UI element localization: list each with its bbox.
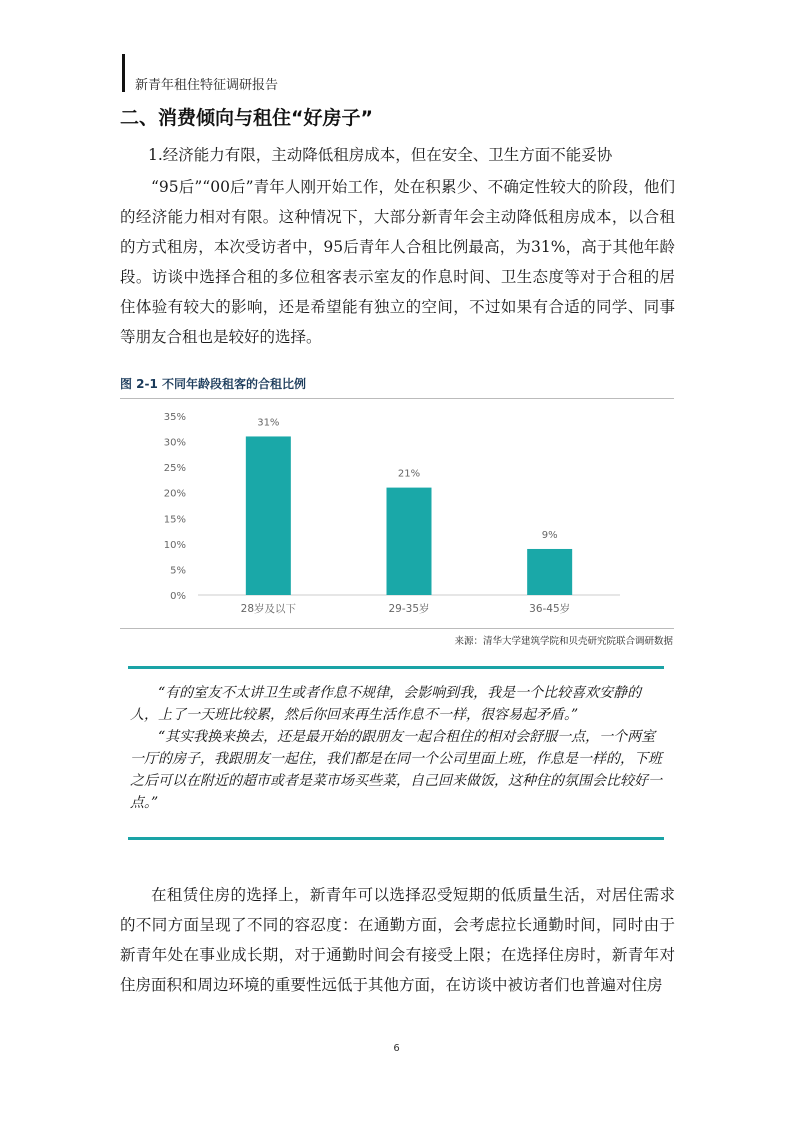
- y-tick-label: 20%: [163, 488, 186, 500]
- report-title: 新青年租住特征调研报告: [135, 78, 279, 93]
- y-tick-label: 25%: [163, 463, 186, 475]
- data-label: 31%: [257, 417, 280, 429]
- x-tick-label: 36-45岁: [529, 603, 571, 615]
- paragraph-2: [120, 880, 675, 1000]
- quote-bottom-rule: [128, 837, 664, 840]
- bar-1: [246, 436, 291, 595]
- y-tick-label: 30%: [163, 437, 186, 449]
- figure-bottom-rule: [120, 628, 674, 629]
- quote-paragraph-1: “有的室友不太讲卫生或者作息不规律，会影响到我，我是一个比较喜欢安静的人，上了一天班比较累，然后你回来再生活作息不一样，很容易起矛盾。”: [130, 685, 642, 723]
- paragraph-2-text: 在租赁住房的选择上，新青年可以选择忍受短期的低质量生活，对居住需求的不同方面呈现了不同的容忍度：在通勤方面，会考虑拉长通勤时间，同时由于新青年处在事业成长期，对于通勤时间会有接受上限；在选择住房时，新青年对住房面积和周边环境的重要性远低于其他方面，在访谈中被访者们也普遍对住房: [120, 886, 675, 994]
- figure-source: 来源：清华大学建筑学院和贝壳研究院联合调研数据: [454, 636, 673, 647]
- section-title: 二、消费倾向与租住“好房子”: [120, 107, 373, 129]
- data-label: 9%: [541, 529, 558, 541]
- subheading: 1.经济能力有限，主动降低租房成本，但在安全、卫生方面不能妥协: [148, 146, 613, 164]
- quote-box: [130, 682, 662, 814]
- y-tick-label: 0%: [170, 591, 186, 602]
- data-label: 21%: [397, 468, 421, 480]
- bar-chart: [120, 400, 674, 628]
- header-bar: [122, 54, 125, 92]
- x-tick-label: 29-35岁: [388, 603, 430, 615]
- paragraph-1: [120, 172, 675, 352]
- page-number: 6: [393, 1043, 400, 1054]
- y-tick-label: 15%: [163, 514, 186, 526]
- y-tick-label: 5%: [170, 565, 186, 577]
- bar-3: [527, 549, 572, 595]
- quote-paragraph-2: “其实我换来换去，还是最开始的跟朋友一起合租住的相对会舒服一点，一个两室一厅的房子，我跟朋友一起住，我们都是在同一个公司里面上班，作息是一样的，下班之后可以在附近的超市或者是菜市场买些菜，自己回来做饭，这种住的氛围会比较好一点。”: [130, 729, 662, 811]
- bar-2: [387, 488, 432, 595]
- y-tick-label: 35%: [163, 412, 186, 423]
- figure-top-rule: [120, 398, 674, 399]
- y-tick-label: 10%: [163, 539, 186, 551]
- x-tick-label: 28岁及以下: [240, 603, 297, 615]
- quote-top-rule: [128, 666, 664, 669]
- paragraph-1-text: “95后”“00后”青年人刚开始工作，处在积累少、不确定性较大的阶段，他们的经济能力相对有限。这种情况下，大部分新青年会主动降低租房成本，以合租的方式租房，本次受访者中，95后青年人合租比例最高，为31%，高于其他年龄段。访谈中选择合租的多位租客表示室友的作息时间、卫生态度等对于合租的居住体验有较大的影响，还是希望能有独立的空间，不过如果有合适的同学、同事等朋友合租也是较好的选择。: [120, 178, 675, 346]
- figure-title: 图 2-1 不同年龄段租客的合租比例: [120, 377, 307, 391]
